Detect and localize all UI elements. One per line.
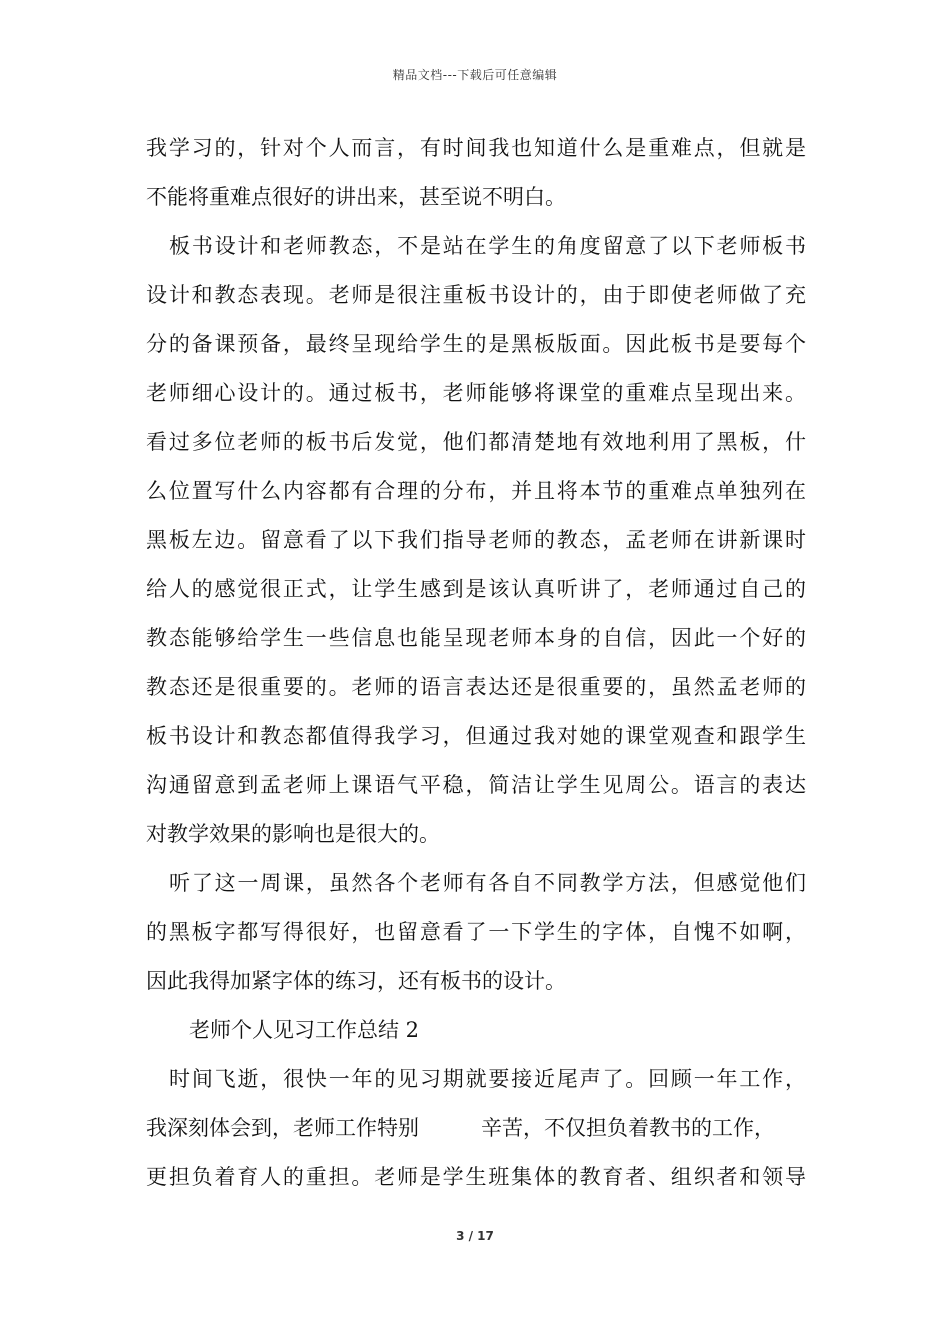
text-line-split [146,1104,806,1153]
text-line: 的黑板字都写得很好，也留意看了一下学生的字体，自愧不如啊， [146,920,806,944]
text-line: 给人的感觉很正式，让学生感到是该认真听讲了，老师通过自己的 [146,577,806,601]
text-line: 么位置写什么内容都有合理的分布，并且将本节的重难点单独列在 [146,479,806,503]
text-line: 分的备课预备，最终呈现给学生的是黑板版面。因此板书是要每个 [146,332,806,356]
text-line: 板书设计和教态都值得我学习，但通过我对她的课堂观查和跟学生 [146,724,806,748]
text-line: 因此我得加紧字体的练习，还有板书的设计。 [146,969,566,993]
text-line-part: 我深刻体会到，老师工作特别 [146,1116,419,1140]
text-line: 看过多位老师的板书后发觉，他们都清楚地有效地利用了黑板，什 [146,430,806,454]
text-line: 老师细心设计的。通过板书，老师能够将课堂的重难点呈现出来。 [146,381,806,405]
paragraph-first-line: 板书设计和老师教态，不是站在学生的角度留意了以下老师板书 [169,234,806,258]
text-line: 更担负着育人的重担。老师是学生班集体的教育者、组织者和领导 [146,1165,806,1189]
page-header: 精品文档---下载后可任意编辑 [392,68,558,82]
text-line: 不能将重难点很好的讲出来，甚至说不明白。 [146,185,566,209]
text-line: 黑板左边。留意看了以下我们指导老师的教态，孟老师在讲新课时 [146,528,806,552]
page-number: 3 / 17 [456,1229,494,1243]
text-line: 设计和教态表现。老师是很注重板书设计的，由于即使老师做了充 [146,283,806,307]
paragraph-first-line: 时间飞逝，很快一年的见习期就要接近尾声了。回顾一年工作， [169,1067,806,1091]
text-line: 教态还是很重要的。老师的语言表达还是很重要的，虽然孟老师的 [146,675,806,699]
document-body [146,124,806,1202]
text-line: 我学习的，针对个人而言，有时间我也知道什么是重难点，但就是 [146,136,806,160]
paragraph-first-line: 听了这一周课，虽然各个老师有各自不同教学方法，但感觉他们 [169,871,806,895]
text-line-part: 辛苦，不仅担负着教书的工作， [481,1116,775,1140]
text-line: 教态能够给学生一些信息也能呈现老师本身的自信，因此一个好的 [146,626,806,650]
section-heading: 老师个人见习工作总结 2 [189,1018,420,1042]
text-line: 沟通留意到孟老师上课语气平稳，简洁让学生见周公。语言的表达 [146,773,806,797]
text-line: 对教学效果的影响也是很大的。 [146,822,440,846]
